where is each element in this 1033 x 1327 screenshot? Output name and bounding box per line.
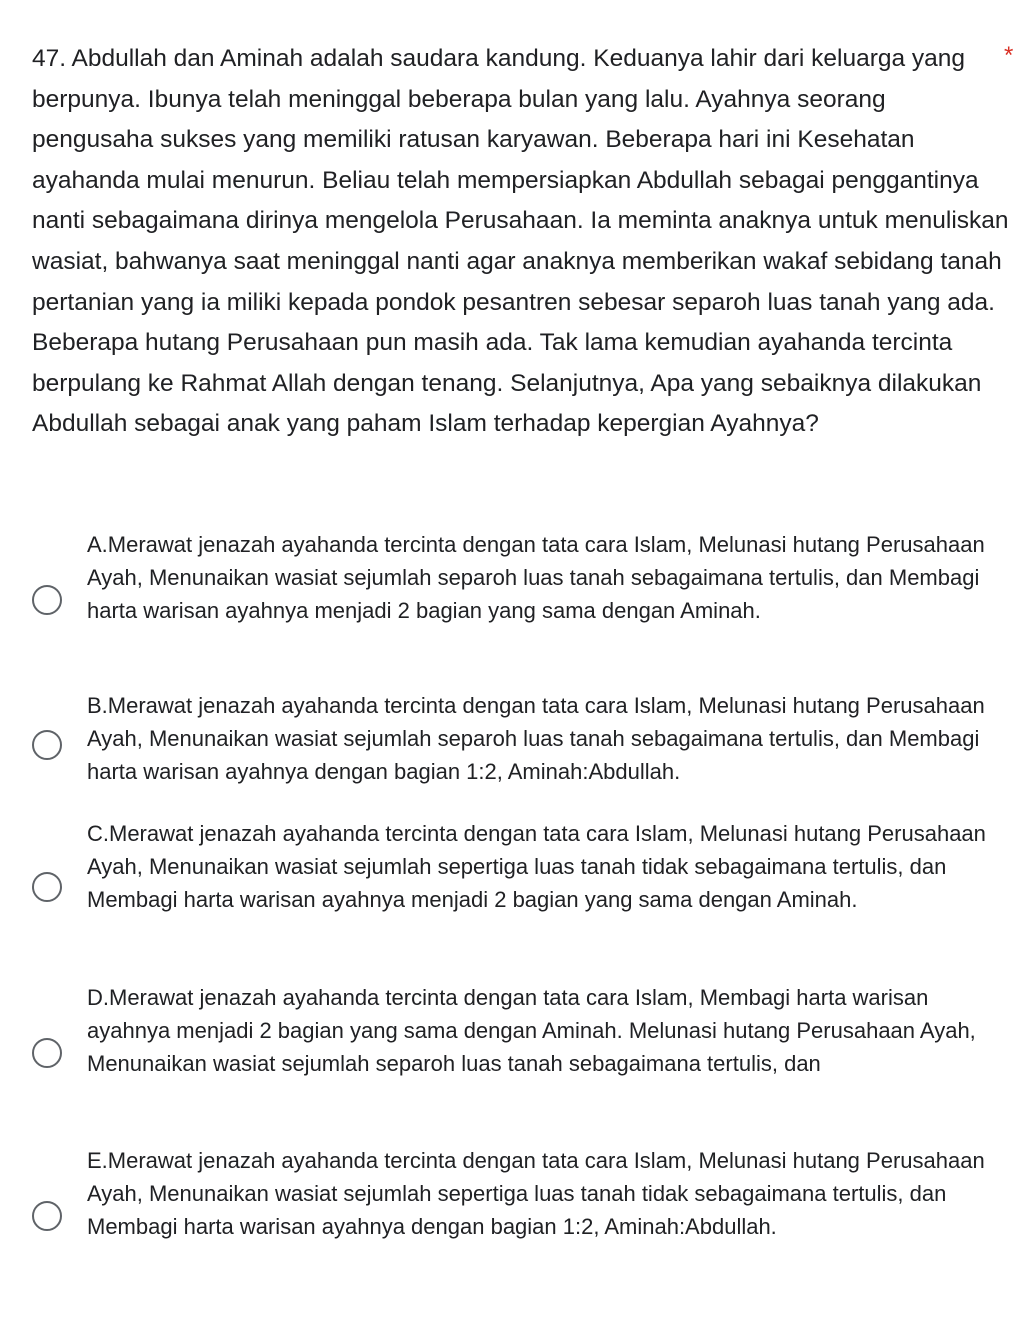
option-c-label[interactable]: C.Merawat jenazah ayahanda tercinta dengan tata cara Islam, Melunasi hutang Perusahaan Ayah, Menunaikan wasiat sejumlah sepertiga luas tanah tidak sebagaimana tertulis, dan Membagi harta warisan ayahnya menjadi 2 bagian yang sama dengan Aminah. xyxy=(87,821,986,912)
radio-button-icon[interactable] xyxy=(32,730,62,760)
question-text: 47. Abdullah dan Aminah adalah saudara kandung. Keduanya lahir dari keluarga yang berpunya. Ibunya telah meninggal beberapa bulan yang lalu. Ayahnya seorang pengusaha sukses yang memiliki ratusan karyawan. Beberapa hari ini Kesehatan ayahanda mulai menurun. Beliau telah mempersiapkan Abdullah sebagai penggantinya nanti sebagaimana dirinya mengelola Perusahaan. Ia meminta anaknya untuk menuliskan wasiat, bahwanya saat meninggal nanti agar anaknya memberikan wakaf sebidang tanah pertanian yang ia miliki kepada pondok pesantren sebesar separoh luas tanah yang ada. Beberapa hutang Perusahaan pun masih ada. Tak lama kemudian ayahanda tercinta berpulang ke Rahmat Allah dengan tenang. Selanjutnya, Apa yang sebaiknya dilakukan Abdullah sebagai anak yang paham Islam terhadap kepergian Ayahnya? xyxy=(32,45,1009,438)
option-a-label[interactable]: A.Merawat jenazah ayahanda tercinta dengan tata cara Islam, Melunasi hutang Perusahaan Ayah, Menunaikan wasiat sejumlah separoh luas tanah sebagaimana tertulis, dan Membagi harta warisan ayahnya menjadi 2 bagian yang sama dengan Aminah. xyxy=(87,532,985,623)
required-asterisk: * xyxy=(1004,42,1014,69)
radio-button-icon[interactable] xyxy=(32,1201,62,1231)
option-e-label[interactable]: E.Merawat jenazah ayahanda tercinta dengan tata cara Islam, Melunasi hutang Perusahaan Ayah, Menunaikan wasiat sejumlah sepertiga luas tanah tidak sebagaimana tertulis, dan Membagi harta warisan ayahnya dengan bagian 1:2, Aminah:Abdullah. xyxy=(87,1148,985,1239)
radio-button-icon[interactable] xyxy=(32,585,62,615)
radio-button-icon[interactable] xyxy=(32,1038,62,1068)
option-d-label[interactable]: D.Merawat jenazah ayahanda tercinta dengan tata cara Islam, Membagi harta warisan ayahnya menjadi 2 bagian yang sama dengan Aminah. Melunasi hutang Perusahaan Ayah, Menunaikan wasiat sejumlah separoh luas tanah sebagaimana tertulis, dan xyxy=(87,985,976,1076)
option-b-label[interactable]: B.Merawat jenazah ayahanda tercinta dengan tata cara Islam, Melunasi hutang Perusahaan Ayah, Menunaikan wasiat sejumlah separoh luas tanah sebagaimana tertulis, dan Membagi harta warisan ayahnya dengan bagian 1:2, Aminah:Abdullah. xyxy=(87,693,985,784)
radio-button-icon[interactable] xyxy=(32,872,62,902)
